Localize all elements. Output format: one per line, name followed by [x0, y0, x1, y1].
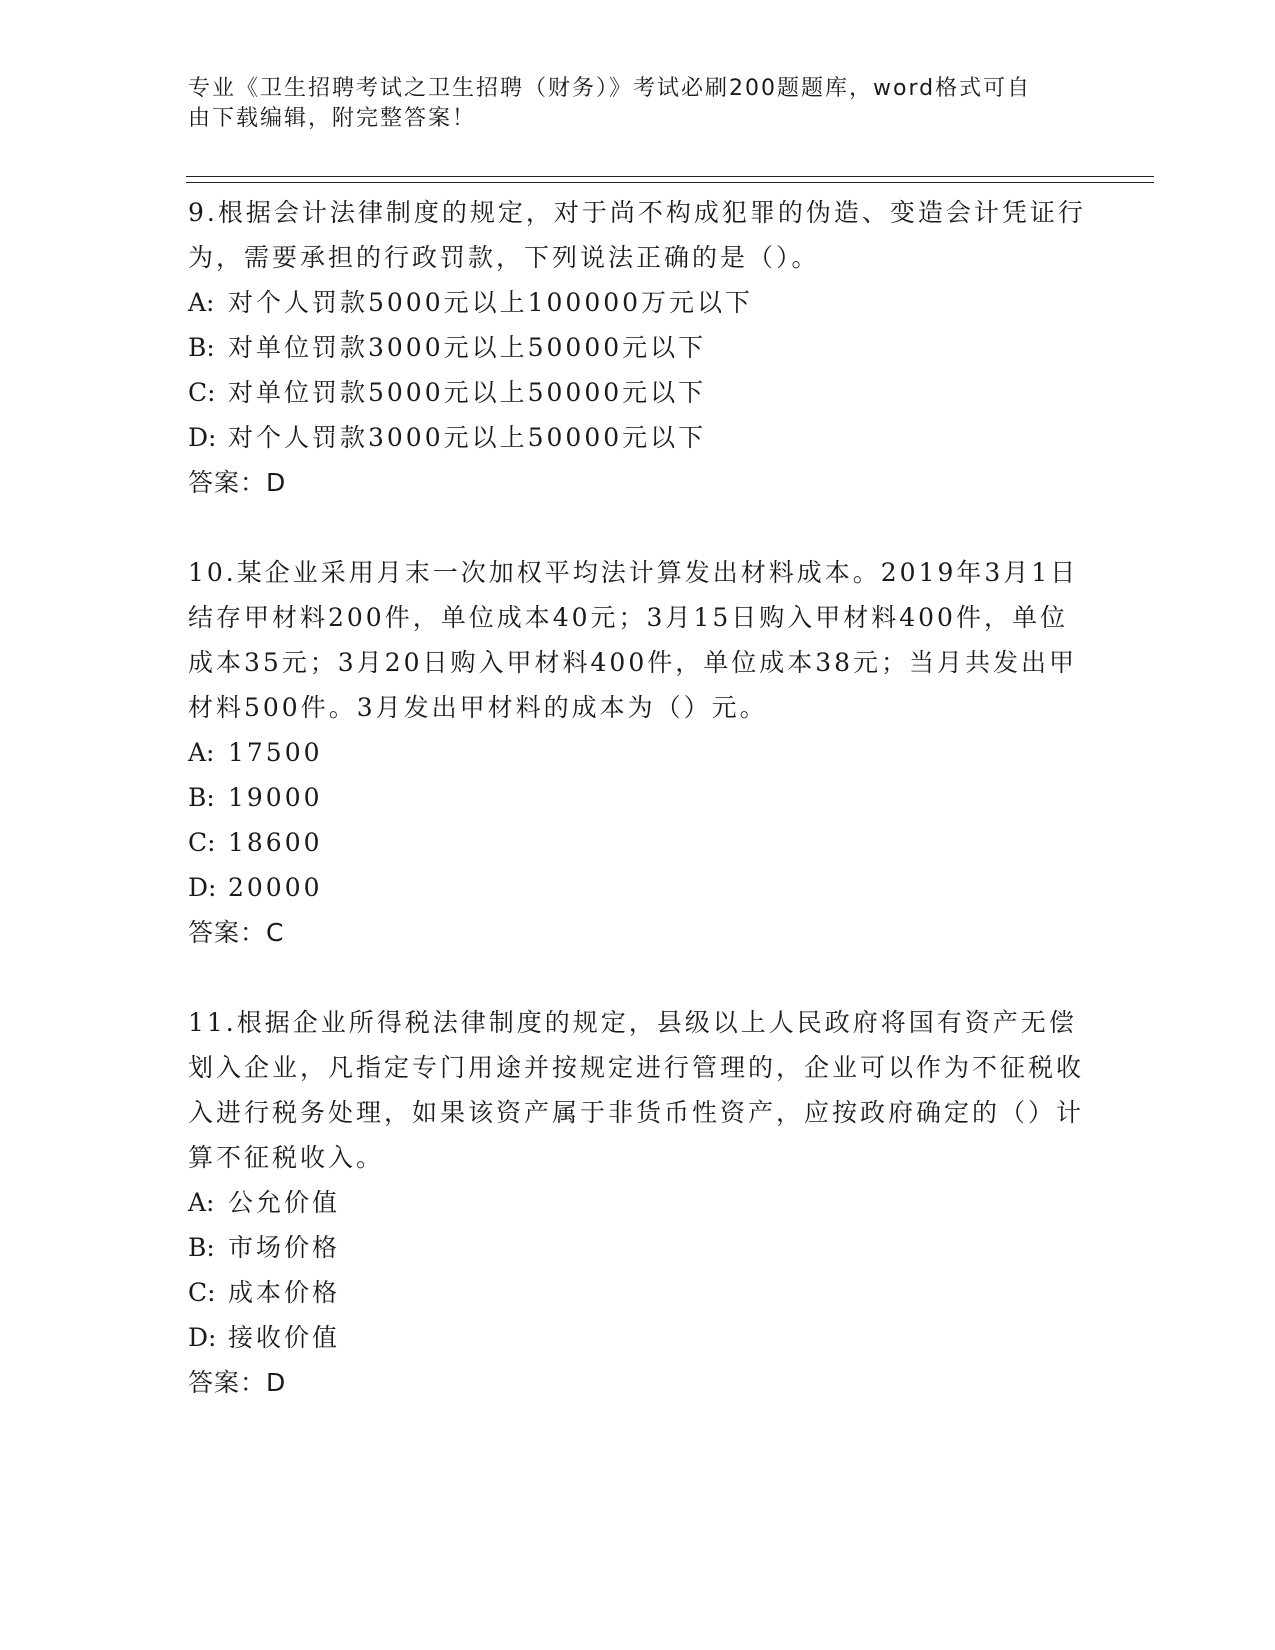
option-text: 对个人罚款5000元以上100000万元以下: [228, 288, 754, 317]
option-b: [188, 325, 1088, 370]
option-letter: A:: [188, 288, 215, 317]
option-letter: C:: [188, 1278, 216, 1307]
option-letter: D:: [188, 423, 217, 452]
option-b: [188, 775, 1088, 820]
question-stem: 9.根据会计法律制度的规定，对于尚不构成犯罪的伪造、变造会计凭证行为，需要承担的行政罚款，下列说法正确的是（）。: [188, 198, 1086, 272]
header-line-2: 由下载编辑，附完整答案！: [188, 106, 477, 131]
option-c: [188, 370, 1088, 415]
option-letter: B:: [188, 783, 215, 812]
option-letter: D:: [188, 873, 217, 902]
option-letter: A:: [188, 1188, 215, 1217]
question-stem: 10.某企业采用月末一次加权平均法计算发出材料成本。2019年3月1日结存甲材料200件，单位成本40元；3月15日购入甲材料400件，单位成本35元；3月20日购入甲材料400件，单位成本38元；当月共发出甲材料500件。3月发出甲材料的成本为（）元。: [188, 558, 1079, 722]
option-c: [188, 820, 1088, 865]
option-text: 市场价格: [228, 1233, 341, 1262]
option-text: 20000: [228, 873, 323, 902]
option-a: [188, 730, 1088, 775]
option-a: [188, 1180, 1088, 1225]
option-c: [188, 1270, 1088, 1315]
option-letter: C:: [188, 378, 216, 407]
answer-line: 答案：C: [188, 918, 285, 947]
question-10: [188, 550, 1088, 956]
option-text: 公允价值: [228, 1188, 341, 1217]
option-text: 成本价格: [228, 1278, 341, 1307]
option-text: 对个人罚款3000元以上50000元以下: [228, 423, 707, 452]
option-letter: B:: [188, 1233, 215, 1262]
header-line-1: 专业《卫生招聘考试之卫生招聘（财务）》考试必刷200题题库，word格式可自: [188, 76, 1032, 101]
option-text: 接收价值: [228, 1323, 341, 1352]
option-letter: C:: [188, 828, 216, 857]
option-text: 对单位罚款3000元以上50000元以下: [228, 333, 707, 362]
answer-line: 答案：D: [188, 1368, 287, 1397]
option-letter: B:: [188, 333, 215, 362]
option-letter: A:: [188, 738, 215, 767]
header-rule-bottom: [186, 182, 1154, 183]
option-text: 17500: [228, 738, 323, 767]
option-a: [188, 280, 1088, 325]
answer-line: 答案：D: [188, 468, 287, 497]
question-list: [188, 190, 1088, 1450]
option-text: 18600: [228, 828, 323, 857]
option-d: [188, 415, 1088, 460]
document-header: [188, 74, 1068, 134]
question-9: [188, 190, 1088, 506]
question-stem: 11.根据企业所得税法律制度的规定，县级以上人民政府将国有资产无偿划入企业，凡指定专门用途并按规定进行管理的，企业可以作为不征税收入进行税务处理，如果该资产属于非货币性资产，应按政府确定的（）计算不征税收入。: [188, 1008, 1085, 1172]
option-b: [188, 1225, 1088, 1270]
option-text: 对单位罚款5000元以上50000元以下: [228, 378, 707, 407]
option-letter: D:: [188, 1323, 217, 1352]
option-d: [188, 1315, 1088, 1360]
option-d: [188, 865, 1088, 910]
header-rule-top: [186, 176, 1154, 177]
question-11: [188, 1000, 1088, 1406]
option-text: 19000: [228, 783, 323, 812]
